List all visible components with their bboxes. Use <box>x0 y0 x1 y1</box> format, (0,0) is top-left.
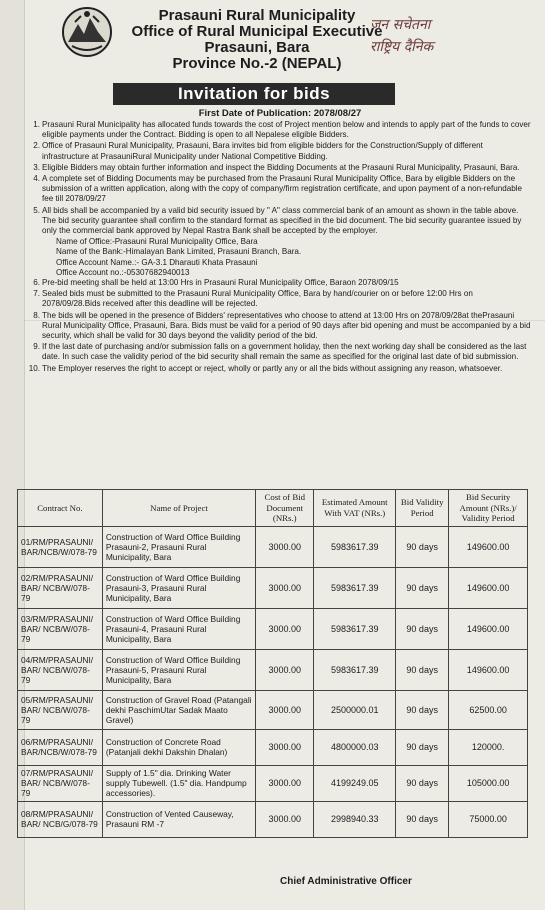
col-estimated-amount: Estimated Amount With VAT (NRs.) <box>314 490 396 527</box>
handwritten-line-2: राष्ट्रिय दैनिक <box>370 39 434 55</box>
bid-validity-cell: 90 days <box>396 608 449 649</box>
bid-security-cell: 149600.00 <box>449 567 528 608</box>
clauses-list <box>26 120 531 375</box>
office-details <box>26 237 531 278</box>
contract-no-cell: 04/RM/PRASAUNI/ BAR/ NCB/W/078-79 <box>18 649 103 690</box>
bid-security-cell: 149600.00 <box>449 608 528 649</box>
contract-no-cell: 02/RM/PRASAUNI/ BAR/ NCB/W/078-79 <box>18 567 103 608</box>
bid-validity-cell: 90 days <box>396 526 449 567</box>
bid-security-cell: 120000. <box>449 729 528 765</box>
table-row <box>18 567 528 608</box>
account-name-line: Office Account Name.:- GA-3.1 Dharauti Khata Prasauni <box>56 257 258 267</box>
account-number-line: Office Account no.:-05307682940013 <box>56 267 190 277</box>
table-row <box>18 526 528 567</box>
bid-security-cell: 105000.00 <box>449 765 528 801</box>
bid-doc-cost-cell: 3000.00 <box>256 608 314 649</box>
bid-doc-cost-cell: 3000.00 <box>256 690 314 729</box>
bid-security-cell: 75000.00 <box>449 801 528 837</box>
project-name-cell: Construction of Ward Office Building Prasauni-5, Prasauni Rural Municipality, Bara <box>102 649 255 690</box>
table-row <box>18 801 528 837</box>
bid-doc-cost-cell: 3000.00 <box>256 729 314 765</box>
clause-item: 5. All bids shall be accompanied by a valid bid security issued by " A" class commercial bank of an amount as shown in the table above. The bid security guarantee shall confirm to the standard format as specified in the bid document. The bid security guarantee issued by only the commercial bank approved by Nepal Rastra Bank shall be accepted by the employer. <box>33 205 522 236</box>
estimated-amount-cell: 5983617.39 <box>314 649 396 690</box>
publication-date: First Date of Publication: 2078/08/27 <box>198 108 362 119</box>
office-name: Office of Rural Municipal Executive <box>131 23 383 40</box>
clause-item: 4. A complete set of Bidding Documents may be purchased from the Prasauni Rural Municipality Office, Bara by eligible Bidders on the submission of a written application, along with the copy of company/firm registration certificate, and upon payment of a non-refundable fee till 2078/09/27 <box>33 174 523 204</box>
bank-name-line: Name of the Bank:-Himalayan Bank Limited, Prasauni Branch, Bara. <box>56 247 302 257</box>
municipality-name: Prasauni Rural Municipality <box>158 7 356 24</box>
clause-item: 2. Office of Prasauni Rural Municipality, Prasauni, Bara invites bid from eligible bidders for the Construction/Supply of different infrastructure at PrasauniRural Municipality under National Competitive Bidding. <box>33 141 483 161</box>
estimated-amount-cell: 2500000.01 <box>314 690 396 729</box>
bid-doc-cost-cell: 3000.00 <box>256 526 314 567</box>
clause-item: 8. The bids will be opened in the presence of Bidders' representatives who choose to attend at 13:00 Hrs on 2078/09/28at thePrasauni Rural Municipality Office, Prasauni, Bara. Bids must be valid for a period of 90 days after bid opening and must be accompanied by a bid security, which shall be valid for 30 days beyond the validity period of the bid. <box>33 310 531 341</box>
bid-validity-cell: 90 days <box>396 649 449 690</box>
bid-validity-cell: 90 days <box>396 765 449 801</box>
table-row <box>18 690 528 729</box>
contract-no-cell: 03/RM/PRASAUNI/ BAR/ NCB/W/078-79 <box>18 608 103 649</box>
project-name-cell: Construction of Gravel Road (Patangali dekhi PaschimUtar Sadak Maato Gravel) <box>102 690 255 729</box>
contract-no-cell: 08/RM/PRASAUNI/ BAR/ NCB/G/078-79 <box>18 801 103 837</box>
estimated-amount-cell: 5983617.39 <box>314 567 396 608</box>
table-row <box>18 649 528 690</box>
clause-item: 10. The Employer reserves the right to accept or reject, wholly or partly any or all the bids without assigning any reason, whatsoever. <box>28 363 503 373</box>
bid-doc-cost-cell: 3000.00 <box>256 801 314 837</box>
bid-security-cell: 149600.00 <box>449 649 528 690</box>
nepal-emblem-icon <box>60 4 114 58</box>
bids-table-wrap <box>17 489 528 838</box>
bid-security-cell: 62500.00 <box>449 690 528 729</box>
signatory: Chief Administrative Officer <box>280 876 412 887</box>
clause-item: 7. Sealed bids must be submitted to the Prasauni Rural Municipality Office, Bara by hand/courier on or before 12:00 Hrs on 2078/09/28.Bids received after this deadline will be rejected. <box>33 289 473 309</box>
col-bid-security: Bid Security Amount (NRs.)/ Validity Period <box>449 490 528 527</box>
project-name-cell: Construction of Ward Office Building Prasauni-2, Prasauni Rural Municipality, Bara <box>102 526 255 567</box>
bid-doc-cost-cell: 3000.00 <box>256 649 314 690</box>
contract-no-cell: 05/RM/PRASAUNI/ BAR/ NCB/W/078-79 <box>18 690 103 729</box>
col-bid-validity: Bid Validity Period <box>396 490 449 527</box>
col-contract-no: Contract No. <box>18 490 103 527</box>
bids-table <box>17 489 528 838</box>
clause-item: 9. If the last date of purchasing and/or submission falls on a government holiday, then the next working day shall be considered as the last date. In such case the validity period of the bid security shall remain the same as specified for the original last date of bid submission. <box>33 342 527 362</box>
location: Prasauni, Bara <box>204 39 310 56</box>
bid-validity-cell: 90 days <box>396 729 449 765</box>
contract-no-cell: 07/RM/PRASAUNI/ BAR/ NCB/W/078-79 <box>18 765 103 801</box>
contract-no-cell: 01/RM/PRASAUNI/ BAR/NCB/W/078-79 <box>18 526 103 567</box>
project-name-cell: Construction of Vented Causeway, Prasauni RM -7 <box>102 801 255 837</box>
clause-item: 1. Prasauni Rural Municipality has allocated funds towards the cost of Project mention below and intends to apply part of the funds to cover eligible payments under the Contract. Bidding is open to all Nepalese eligible Bidders. <box>33 120 531 140</box>
bid-validity-cell: 90 days <box>396 690 449 729</box>
province: Province No.-2 (NEPAL) <box>172 55 342 72</box>
invitation-banner: Invitation for bids <box>113 83 395 105</box>
project-name-cell: Supply of 1.5" dia. Drinking Water supply Tubewell. (1.5" dia. Handpump accessories). <box>102 765 255 801</box>
bid-security-cell: 149600.00 <box>449 526 528 567</box>
bid-validity-cell: 90 days <box>396 567 449 608</box>
project-name-cell: Construction of Ward Office Building Prasauni-4, Prasauni Rural Municipality, Bara <box>102 608 255 649</box>
handwritten-line-1: जन सचेतना <box>370 17 431 33</box>
handwritten-note <box>370 14 510 58</box>
estimated-amount-cell: 4800000.03 <box>314 729 396 765</box>
clause-item: 3. Eligible Bidders may obtain further information and inspect the Bidding Documents at the Prasauni Rural Municipality, Prasauni, Bara. <box>33 162 520 172</box>
bid-doc-cost-cell: 3000.00 <box>256 567 314 608</box>
table-row <box>18 765 528 801</box>
bid-doc-cost-cell: 3000.00 <box>256 765 314 801</box>
table-header-row <box>18 490 528 527</box>
col-project-name: Name of Project <box>102 490 255 527</box>
estimated-amount-cell: 5983617.39 <box>314 526 396 567</box>
estimated-amount-cell: 5983617.39 <box>314 608 396 649</box>
office-name-line: Name of Office:-Prasauni Rural Municipality Office, Bara <box>56 237 258 247</box>
table-row <box>18 729 528 765</box>
project-name-cell: Construction of Concrete Road (Patanjali dekhi Dakshin Dhalan) <box>102 729 255 765</box>
paper-fold <box>24 320 545 321</box>
col-bid-doc-cost: Cost of Bid Document (NRs.) <box>256 490 314 527</box>
estimated-amount-cell: 2998940.33 <box>314 801 396 837</box>
estimated-amount-cell: 4199249.05 <box>314 765 396 801</box>
contract-no-cell: 06/RM/PRASAUNI/ BAR/NCB/W/078-79 <box>18 729 103 765</box>
header-block <box>112 8 402 72</box>
clause-item: 6. Pre-bid meeting shall be held at 13:00 Hrs in Prasauni Rural Municipality Office, Baraon 2078/09/15 <box>33 278 399 288</box>
table-row <box>18 608 528 649</box>
project-name-cell: Construction of Ward Office Building Prasauni-3, Prasauni Rural Municipality, Bara <box>102 567 255 608</box>
bid-validity-cell: 90 days <box>396 801 449 837</box>
